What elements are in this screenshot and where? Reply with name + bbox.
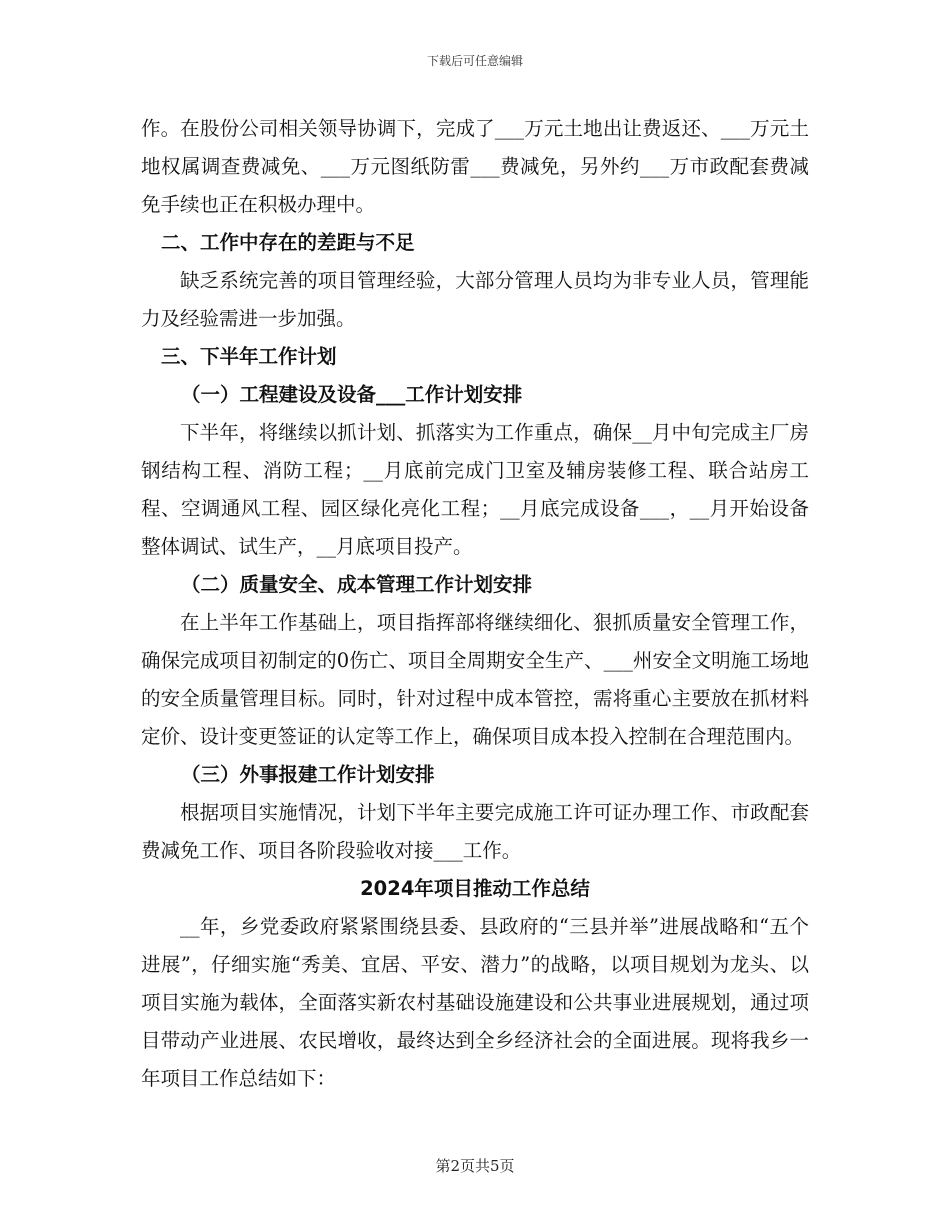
paragraph-shortcomings: 缺乏系统完善的项目管理经验，大部分管理人员均为非专业人员，管理能力及经验需进一步加强。 <box>141 269 809 330</box>
paragraph-external-plan: 根据项目实施情况，计划下半年主要完成施工许可证办理工作、市政配套费减免工作、项目各阶段验收对接___工作。 <box>141 801 809 862</box>
page-footer: 第2页共5页 <box>435 1157 515 1175</box>
subsection-heading-2: （二）质量安全、成本管理工作计划安排 <box>181 573 533 596</box>
section-heading-3: 三、下半年工作计划 <box>161 345 337 368</box>
document-body <box>141 110 809 1098</box>
paragraph-summary-intro: __年，乡党委政府紧紧围绕县委、县政府的“三县并举”进展战略和“五个进展”，仔细实施“秀美、宜居、平安、潜力”的战略，以项目规划为龙头、以项目实施为载体，全面落实新农村基础设施建设和公共事业进展规划，通过项目带动产业进展、农民增收，最终达到全乡经济社会的全面进展。现将我乡一年项目工作总结如下： <box>141 915 809 1090</box>
page-header: 下载后可任意编辑 <box>426 54 523 68</box>
document-title: 2024年项目推动工作总结 <box>360 877 590 900</box>
paragraph-continuation: 作。在股份公司相关领导协调下，完成了___万元土地出让费返还、___万元土地权属调查费减免、___万元图纸防雷___费减免，另外约___万市政配套费减免手续也正在积极办理中。 <box>141 117 809 216</box>
paragraph-quality-plan: 在上半年工作基础上，项目指挥部将继续细化、狠抓质量安全管理工作，确保完成项目初制定的0伤亡、项目全周期安全生产、___州安全文明施工场地的安全质量管理目标。同时，针对过程中成本管控，需将重心主要放在抓材料定价、设计变更签证的认定等工作上，确保项目成本投入控制在合理范围内。 <box>141 611 809 748</box>
paragraph-construction-plan: 下半年，将继续以抓计划、抓落实为工作重点，确保__月中旬完成主厂房钢结构工程、消防工程；__月底前完成门卫室及辅房装修工程、联合站房工程、空调通风工程、园区绿化亮化工程；__月底完成设备___，__月开始设备整体调试、试生产，__月底项目投产。 <box>141 421 809 558</box>
subsection-heading-3: （三）外事报建工作计划安排 <box>181 763 435 786</box>
section-heading-2: 二、工作中存在的差距与不足 <box>161 231 415 254</box>
subsection-heading-1: （一）工程建设及设备___工作计划安排 <box>181 383 523 406</box>
